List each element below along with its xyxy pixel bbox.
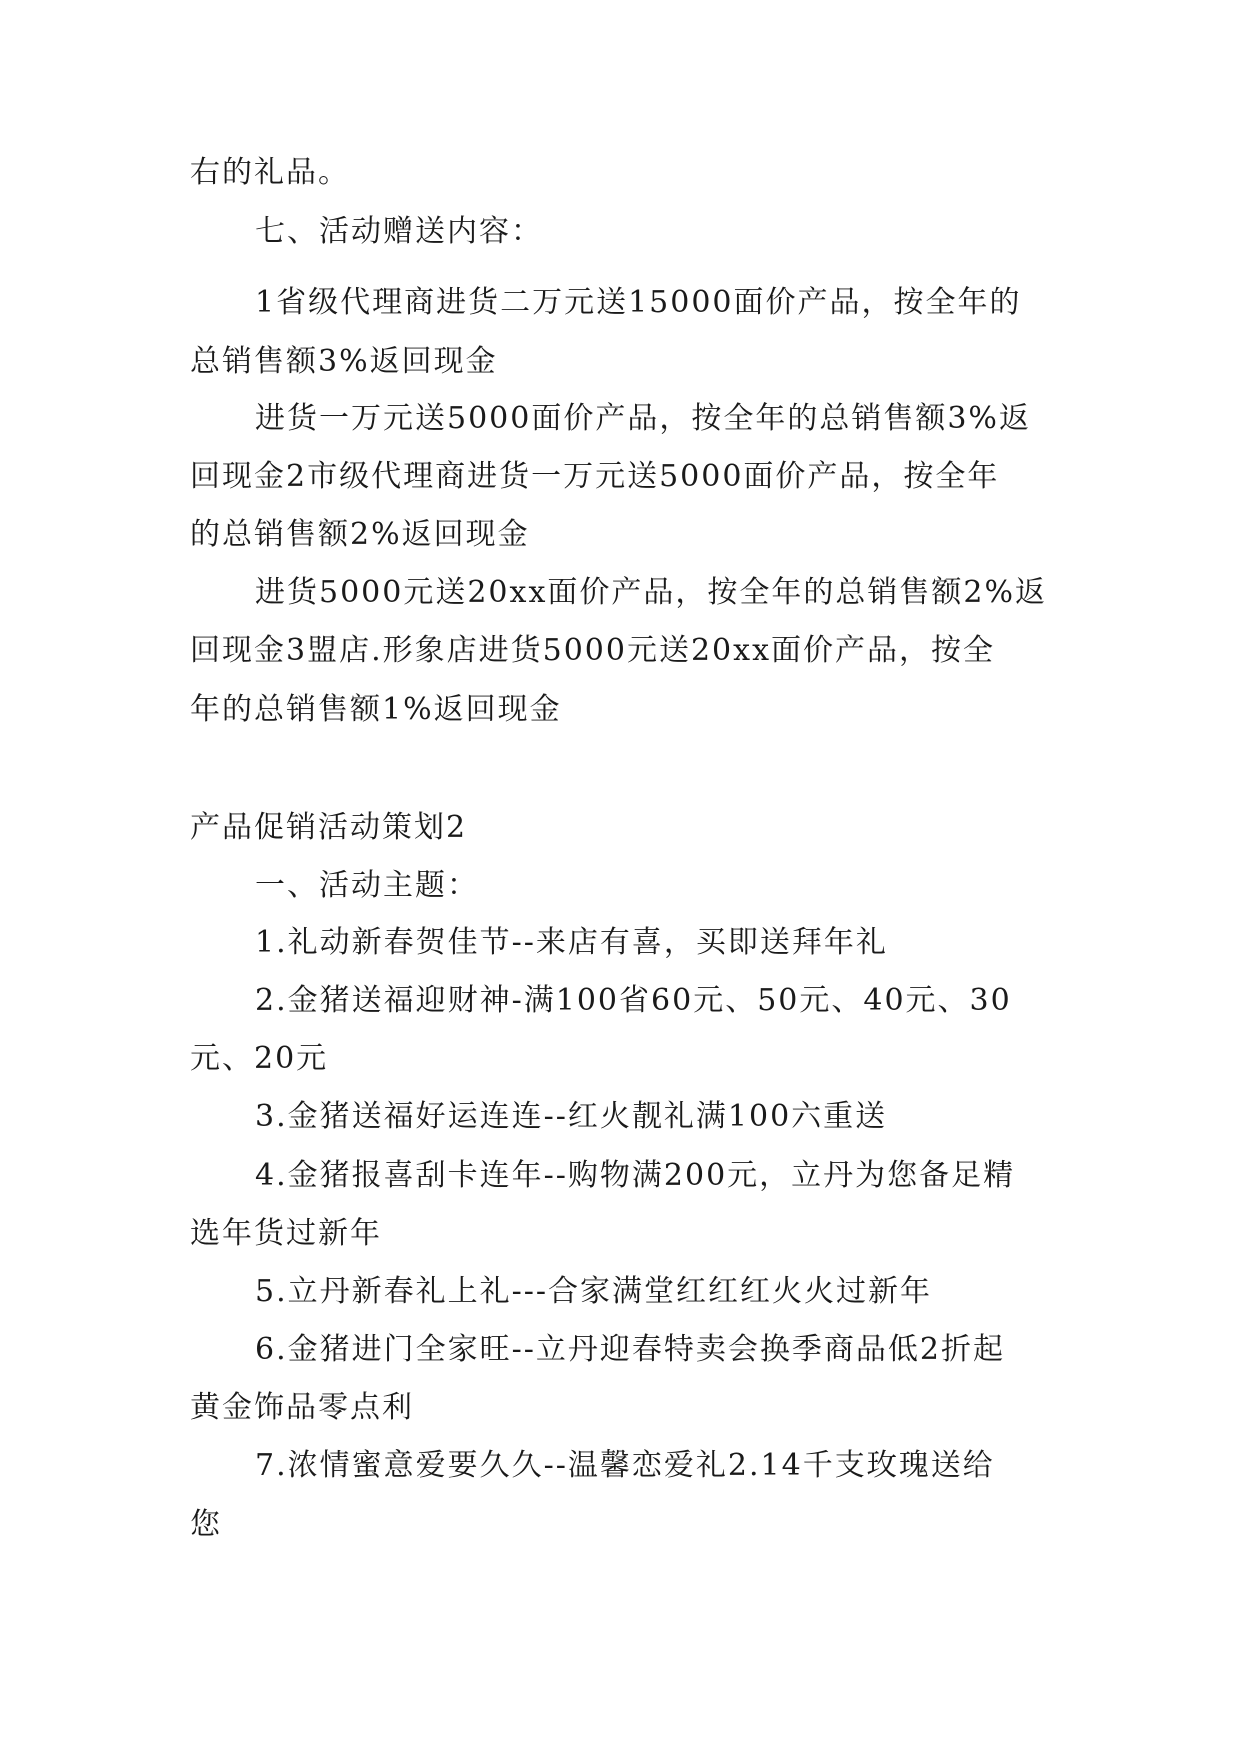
list-item: 3.金猪送福好运连连--红火靓礼满100六重送 (255, 1099, 888, 1134)
text-line: 年的总销售额1%返回现金 (190, 692, 562, 727)
text-line: 右的礼品。 (190, 155, 350, 190)
text-line: 进货一万元送5000面价产品，按全年的总销售额3%返 (255, 401, 1031, 436)
text-line: 回现金2市级代理商进货一万元送5000面价产品，按全年 (190, 459, 1000, 494)
text-line: 进货5000元送20xx面价产品，按全年的总销售额2%返 (255, 575, 1047, 610)
document-title: 产品促销活动策划2 (190, 810, 468, 845)
list-item: 2.金猪送福迎财神-满100省60元、50元、40元、30 (255, 983, 1012, 1018)
text-line: 的总销售额2%返回现金 (190, 517, 530, 552)
text-line: 黄金饰品零点利 (190, 1390, 414, 1425)
text-line: 元、20元 (190, 1041, 329, 1076)
list-item: 1.礼动新春贺佳节--来店有喜，买即送拜年礼 (255, 925, 888, 960)
list-item: 4.金猪报喜刮卡连年--购物满200元，立丹为您备足精 (255, 1158, 1016, 1193)
section-heading: 一、活动主题： (255, 868, 479, 903)
text-line: 选年货过新年 (190, 1216, 382, 1251)
text-line: 1省级代理商进货二万元送15000面价产品，按全年的 (255, 285, 1022, 320)
list-item: 6.金猪进门全家旺--立丹迎春特卖会换季商品低2折起 (255, 1332, 1005, 1367)
list-item: 5.立丹新春礼上礼---合家满堂红红红火火过新年 (255, 1274, 933, 1309)
list-item: 7.浓情蜜意爱要久久--温馨恋爱礼2.14千支玫瑰送给 (255, 1448, 995, 1483)
text-line: 您 (190, 1507, 222, 1542)
text-line: 回现金3盟店.形象店进货5000元送20xx面价产品，按全 (190, 633, 995, 668)
text-line: 总销售额3%返回现金 (190, 344, 498, 379)
section-heading: 七、活动赠送内容： (255, 214, 543, 249)
